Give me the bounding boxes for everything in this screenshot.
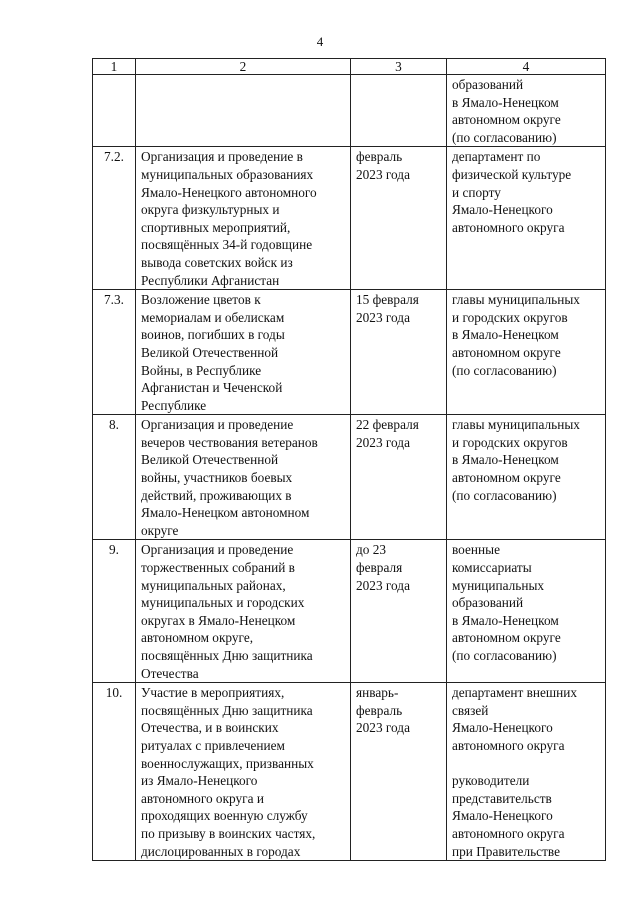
- table-row: [93, 540, 606, 683]
- row-number: 7.3.: [93, 290, 136, 415]
- event-cell: Организация и проведение торжественных собраний в муниципальных районах, муниципальных и городских округах в Ямало-Ненецком автономном округе, посвящённых Дню защитника Отечества: [136, 540, 351, 683]
- table-row: [93, 415, 606, 540]
- column-header: 1: [93, 59, 136, 75]
- responsible-cell: департамент по физической культуре и спорту Ямало-Ненецкого автономного округа: [447, 147, 606, 290]
- table-row: [93, 75, 606, 147]
- row-number: 8.: [93, 415, 136, 540]
- event-cell: Организация и проведение вечеров чествования ветеранов Великой Отечественной войны, участников боевых действий, проживающих в Ямало-Ненецком автономном округе: [136, 415, 351, 540]
- event-cell: [136, 75, 351, 147]
- event-cell: Участие в мероприятиях, посвящённых Дню защитника Отечества, и в воинских ритуалах с привлечением военнослужащих, призванных из Ямало-Ненецкого автономного округа и проходящих военную службу по призыву в воинских частях, дислоцированных в городах: [136, 683, 351, 861]
- row-number: [93, 75, 136, 147]
- responsible-cell: главы муниципальных и городских округов в Ямало-Ненецком автономном округе (по согласованию): [447, 290, 606, 415]
- column-header: 4: [447, 59, 606, 75]
- event-cell: Организация и проведение в муниципальных образованиях Ямало-Ненецкого автономного округа физкультурных и спортивных мероприятий, посвящённых 34-й годовщине вывода советских войск из Республики Афганистан: [136, 147, 351, 290]
- row-number: 9.: [93, 540, 136, 683]
- row-number: 7.2.: [93, 147, 136, 290]
- responsible-cell: образований в Ямало-Ненецком автономном округе (по согласованию): [447, 75, 606, 147]
- date-cell: 22 февраля 2023 года: [351, 415, 447, 540]
- row-number: 10.: [93, 683, 136, 861]
- date-cell: [351, 75, 447, 147]
- responsible-cell: департамент внешних связей Ямало-Ненецкого автономного округа руководители представительств Ямало-Ненецкого автономного округа при Правительстве: [447, 683, 606, 861]
- date-cell: январь- февраль 2023 года: [351, 683, 447, 861]
- events-table: [92, 58, 606, 861]
- event-cell: Возложение цветов к мемориалам и обелискам воинов, погибших в годы Великой Отечественной Войны, в Республике Афганистан и Чеченской Республике: [136, 290, 351, 415]
- date-cell: до 23 февраля 2023 года: [351, 540, 447, 683]
- table-row: [93, 147, 606, 290]
- column-header: 2: [136, 59, 351, 75]
- date-cell: 15 февраля 2023 года: [351, 290, 447, 415]
- page-number: 4: [316, 34, 324, 49]
- table-row: [93, 683, 606, 861]
- column-header: 3: [351, 59, 447, 75]
- table-row: [93, 290, 606, 415]
- table-header-row: [93, 59, 606, 75]
- responsible-cell: главы муниципальных и городских округов в Ямало-Ненецком автономном округе (по согласованию): [447, 415, 606, 540]
- responsible-cell: военные комиссариаты муниципальных образований в Ямало-Ненецком автономном округе (по согласованию): [447, 540, 606, 683]
- date-cell: февраль 2023 года: [351, 147, 447, 290]
